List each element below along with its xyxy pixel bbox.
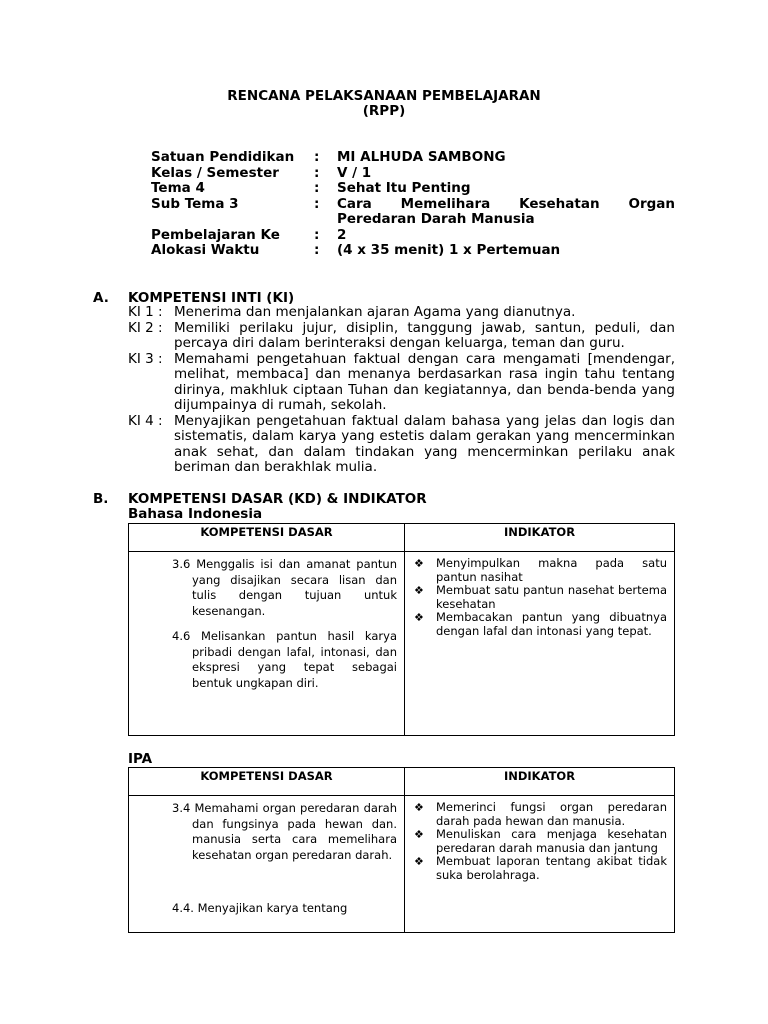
meta-label: Satuan Pendidikan xyxy=(151,149,295,165)
ki-item: KI 4 : Menyajikan pengetahuan faktual dalam bahasa yang jelas dan logis dan sistematis, dalam karya yang estetis dalam gerakan yang mencerminkan anak sehat, dan dalam tindakan yang mencerminkan perilaku anak beriman dan berakhlak mulia. xyxy=(128,412,675,475)
ki-text: Memiliki perilaku jujur, disiplin, tanggung jawab, santun, peduli, dan percaya diri dalam berinteraksi dengan keluarga, teman dan guru. xyxy=(174,319,675,351)
meta-colon: : xyxy=(314,226,320,243)
diamond-bullet-icon: ❖ xyxy=(414,584,424,598)
meta-value: 2 xyxy=(337,226,347,243)
diamond-bullet-icon: ❖ xyxy=(414,828,424,842)
ki-text: Memahami pengetahuan faktual dengan cara mengamati [mendengar, melihat, membaca] dan menanya berdasarkan rasa ingin tahu tentang dirinya, makhluk ciptaan Tuhan dan kegiatannya, dan benda-benda yang dijumpainya di rumah, sekolah. xyxy=(174,350,675,413)
ki-label: KI 4 xyxy=(128,412,154,429)
ki-list xyxy=(128,305,675,476)
ki-text: Menerima dan menjalankan ajaran Agama yang dianutnya. xyxy=(174,304,576,320)
meta-label: Kelas / Semester xyxy=(151,164,279,181)
column-header: INDIKATOR xyxy=(405,524,675,552)
indikator-item: ❖ Menuliskan cara menjaga kesehatan peredaran darah manusia dan jantung xyxy=(414,827,667,855)
diamond-bullet-icon: ❖ xyxy=(414,801,424,814)
kd-cell xyxy=(129,552,405,736)
ki-text: Menyajikan pengetahuan faktual dalam bahasa yang jelas dan logis dan sistematis, dalam karya yang estetis dalam gerakan yang mencerminkan anak sehat, dan dalam tindakan yang mencerminkan perilaku anak beriman dan berakhlak mulia. xyxy=(174,412,675,475)
indikator-item: ❖ Membuat satu pantun nasehat bertema kesehatan xyxy=(414,583,667,611)
meta-label: Tema 4 xyxy=(151,180,205,196)
meta-row xyxy=(151,228,675,244)
document-title: RENCANA PELAKSANAAN PEMBELAJARAN xyxy=(227,88,541,104)
section-b-letter: B. xyxy=(93,491,109,507)
kd-table-bahasa xyxy=(128,523,675,736)
kd-item: 3.4 Memahami organ peredaran darah dan fungsinya pada hewan dan. manusia serta cara memelihara kesehatan organ peredaran darah. xyxy=(172,801,397,862)
kd-table-ipa xyxy=(128,767,675,933)
diamond-bullet-icon: ❖ xyxy=(414,855,424,869)
subject-heading: Bahasa Indonesia xyxy=(128,506,263,522)
meta-colon: : xyxy=(314,149,320,165)
meta-value: MI ALHUDA SAMBONG xyxy=(337,149,506,165)
indikator-cell xyxy=(405,552,675,736)
ki-label: KI 2 xyxy=(128,319,154,336)
meta-row xyxy=(151,181,675,197)
section-a-letter: A. xyxy=(93,290,109,306)
ki-item: KI 2 : Memiliki perilaku jujur, disiplin, tanggung jawab, santun, peduli, dan percaya diri dalam berinteraksi dengan keluarga, teman dan guru. xyxy=(128,319,675,351)
diamond-bullet-icon: ❖ xyxy=(414,611,424,625)
indikator-item: ❖ Membacakan pantun yang dibuatnya dengan lafal dan intonasi yang tepat. xyxy=(414,610,667,638)
meta-label: Sub Tema 3 xyxy=(151,195,239,212)
meta-row xyxy=(151,150,675,166)
indikator-item: ❖ Membuat laporan tentang akibat tidak suka berolahraga. xyxy=(414,854,667,882)
meta-colon: : xyxy=(314,164,320,181)
kd-cell xyxy=(129,796,405,933)
meta-colon: : xyxy=(314,180,320,196)
section-a-title: KOMPETENSI INTI (KI) xyxy=(128,290,295,306)
meta-label: Alokasi Waktu xyxy=(151,242,260,258)
kd-item: 4.6 Melisankan pantun hasil karya pribadi dengan lafal, intonasi, dan ekspresi yang tepat sebagai bentuk ungkapan diri. xyxy=(172,629,397,690)
indikator-item: ❖ Memerinci fungsi organ peredaran darah pada hewan dan manusia. xyxy=(414,800,667,828)
meta-row xyxy=(151,166,675,182)
meta-label: Pembelajaran Ke xyxy=(151,226,280,243)
ki-item: KI 3 : Memahami pengetahuan faktual dengan cara mengamati [mendengar, melihat, membaca] dan menanya berdasarkan rasa ingin tahu tentang dirinya, makhluk ciptaan Tuhan dan kegiatannya, dan benda-benda yang dijumpainya di rumah, sekolah. xyxy=(128,350,675,413)
document-subtitle: (RPP) xyxy=(362,103,406,119)
ki-item: KI 1 : Menerima dan menjalankan ajaran Agama yang dianutnya. xyxy=(128,305,675,321)
column-header: KOMPETENSI DASAR xyxy=(129,768,405,796)
kd-item: 3.6 Menggalis isi dan amanat pantun yang disajikan secara lisan dan tulis dengan tujuan untuk kesenangan. xyxy=(172,557,397,618)
meta-value: V / 1 xyxy=(337,164,372,181)
meta-value: (4 x 35 menit) 1 x Pertemuan xyxy=(337,242,561,258)
section-b-title: KOMPETENSI DASAR (KD) & INDIKATOR xyxy=(128,491,427,507)
ki-label: KI 3 xyxy=(128,350,154,367)
indikator-cell xyxy=(405,796,675,933)
meta-row xyxy=(151,243,675,259)
meta-row xyxy=(151,197,675,228)
meta-colon: : xyxy=(314,195,320,212)
meta-value: Cara Memelihara Kesehatan Organ Peredaran Darah Manusia xyxy=(337,195,675,227)
kd-item: 4.4. Menyajikan karya tentang xyxy=(172,901,348,915)
indikator-item: ❖ Menyimpulkan makna pada satu pantun nasihat xyxy=(414,556,667,584)
ki-label: KI 1 xyxy=(128,304,154,320)
subject-heading: IPA xyxy=(128,751,153,767)
meta-value: Sehat Itu Penting xyxy=(337,180,471,196)
meta-colon: : xyxy=(314,242,320,258)
diamond-bullet-icon: ❖ xyxy=(414,557,424,570)
identity-block xyxy=(151,150,675,259)
column-header: KOMPETENSI DASAR xyxy=(129,524,405,552)
column-header: INDIKATOR xyxy=(405,768,675,796)
